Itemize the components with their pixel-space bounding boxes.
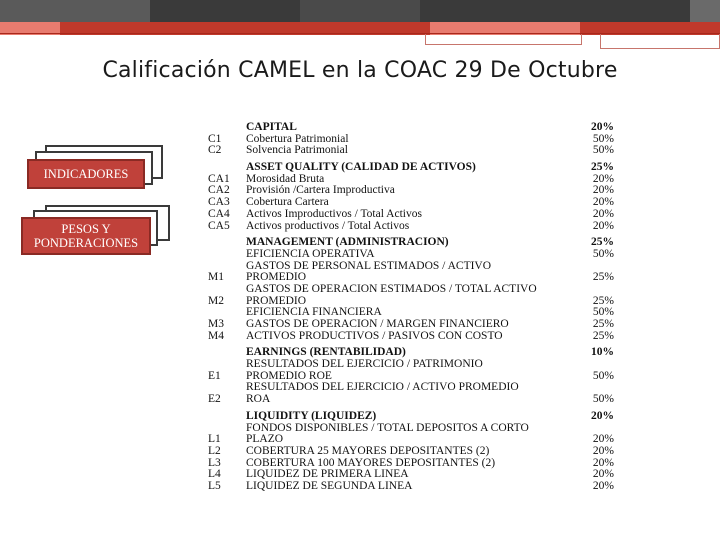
decorative-outline — [600, 34, 720, 49]
table-weight-cell: 20% — [591, 409, 614, 422]
table-code-cell: M2 — [208, 294, 224, 307]
table-weight-cell: 25% — [592, 329, 614, 342]
table-desc-cell: GASTOS DE PERSONAL ESTIMADOS / ACTIVO — [246, 259, 492, 272]
table-code-cell: CA2 — [208, 184, 230, 197]
table-code-cell: C1 — [208, 132, 222, 145]
table-code-cell: L5 — [208, 479, 221, 492]
table-desc-cell: LIQUIDEZ DE SEGUNDA LINEA — [246, 479, 413, 492]
table-desc-cell: PROMEDIO — [246, 271, 307, 284]
table-desc-cell: GASTOS DE OPERACION / MARGEN FINANCIERO — [246, 318, 509, 330]
indicadores-label: INDICADORES — [43, 167, 129, 181]
top-bar-segment — [690, 0, 720, 22]
table-weight-cell: 50% — [592, 144, 614, 157]
table-code-cell: E1 — [208, 369, 221, 382]
table-desc-cell: Solvencia Patrimonial — [246, 144, 348, 157]
table-desc-cell: RESULTADOS DEL EJERCICIO / PATRIMONIO — [246, 358, 483, 371]
table-desc-cell: Activos Improductivos / Total Activos — [246, 207, 422, 220]
indicadores-label-card — [27, 159, 145, 189]
table-row — [200, 331, 620, 343]
page-title: Calificación CAMEL en la COAC 29 De Octubre — [102, 58, 618, 83]
table-desc-cell: Activos productivos / Total Activos — [246, 219, 410, 232]
table-code-cell: M4 — [208, 329, 224, 342]
table-weight-cell: 20% — [592, 444, 614, 457]
table-desc-cell: CAPITAL — [246, 121, 297, 133]
table-weight-cell: 25% — [592, 271, 614, 284]
table-weight-cell: 20% — [592, 172, 614, 185]
table-desc-cell: PLAZO — [246, 433, 284, 446]
table-row — [200, 249, 620, 261]
table-weight-cell: 20% — [592, 468, 614, 481]
decorative-outline — [425, 34, 582, 45]
table-weight-cell: 20% — [592, 219, 614, 232]
table-desc-cell: PROMEDIO — [246, 294, 307, 307]
table-weight-cell: 20% — [592, 184, 614, 197]
table-code-cell: L1 — [208, 433, 221, 446]
table-desc-cell: ACTIVOS PRODUCTIVOS / PASIVOS CON COSTO — [246, 329, 503, 342]
pesos-label-line2: PONDERACIONES — [33, 236, 139, 250]
table-weight-cell: 25% — [591, 236, 614, 249]
table-row — [200, 319, 620, 331]
camel-table — [200, 122, 620, 493]
table-section-header — [200, 122, 620, 134]
table-code-cell: L2 — [208, 444, 221, 457]
table-weight-cell: 20% — [592, 479, 614, 492]
table-weight-cell: 20% — [592, 207, 614, 220]
table-row — [200, 209, 620, 221]
table-weight-cell: 20% — [591, 121, 614, 133]
table-desc-cell: EFICIENCIA FINANCIERA — [246, 306, 382, 319]
table-desc-cell: Cobertura Cartera — [246, 196, 329, 209]
table-row — [200, 284, 620, 296]
table-code-cell: CA3 — [208, 196, 230, 209]
table-weight-cell: 50% — [592, 306, 614, 319]
table-row — [200, 394, 620, 406]
table-desc-cell: Cobertura Patrimonial — [246, 132, 349, 145]
pesos-label-line1: PESOS Y — [61, 222, 111, 236]
table-row — [200, 446, 620, 458]
table-desc-cell: ROA — [246, 393, 271, 406]
table-weight-cell: 10% — [591, 346, 614, 359]
pesos-label-card — [21, 217, 151, 255]
table-row — [200, 145, 620, 157]
table-desc-cell: ASSET QUALITY (CALIDAD DE ACTIVOS) — [246, 161, 476, 174]
table-section-header — [200, 162, 620, 174]
table-desc-cell: Provisión /Cartera Improductiva — [246, 184, 395, 197]
table-desc-cell: MANAGEMENT (ADMINISTRACION) — [246, 236, 449, 249]
table-code-cell: C2 — [208, 144, 222, 157]
table-desc-cell: PROMEDIO ROE — [246, 369, 332, 382]
table-desc-cell: EARNINGS (RENTABILIDAD) — [246, 346, 406, 359]
top-dark-bar — [0, 0, 720, 22]
table-weight-cell: 50% — [592, 393, 614, 406]
table-weight-cell: 20% — [592, 456, 614, 469]
table-code-cell: CA5 — [208, 219, 230, 232]
table-desc-cell: GASTOS DE OPERACION ESTIMADOS / TOTAL ACTIVO — [246, 282, 537, 295]
table-desc-cell: EFICIENCIA OPERATIVA — [246, 247, 375, 260]
table-code-cell: M3 — [208, 318, 224, 330]
table-weight-cell: 50% — [592, 369, 614, 382]
table-code-cell: L4 — [208, 468, 221, 481]
table-desc-cell: COBERTURA 100 MAYORES DEPOSITANTES (2) — [246, 456, 496, 469]
pesos-ponderaciones-button[interactable] — [15, 205, 175, 260]
table-weight-cell: 25% — [591, 161, 614, 174]
table-code-cell: CA4 — [208, 207, 230, 220]
table-desc-cell: LIQUIDITY (LIQUIDEZ) — [246, 409, 377, 422]
table-desc-cell: Morosidad Bruta — [246, 172, 325, 185]
table-weight-cell: 20% — [592, 433, 614, 446]
table-weight-cell: 20% — [592, 196, 614, 209]
table-weight-cell: 50% — [592, 132, 614, 145]
table-weight-cell: 25% — [592, 318, 614, 330]
table-desc-cell: COBERTURA 25 MAYORES DEPOSITANTES (2) — [246, 444, 490, 457]
top-bar-segment — [0, 0, 150, 22]
table-row — [200, 481, 620, 493]
indicadores-button[interactable] — [25, 145, 175, 195]
table-weight-cell: 50% — [592, 247, 614, 260]
table-row — [200, 221, 620, 233]
table-code-cell: CA1 — [208, 172, 230, 185]
table-desc-cell: RESULTADOS DEL EJERCICIO / ACTIVO PROMEDIO — [246, 381, 519, 394]
table-section-header — [200, 411, 620, 423]
top-bar-segment — [300, 0, 420, 22]
table-row — [200, 359, 620, 371]
table-desc-cell: FONDOS DISPONIBLES / TOTAL DEPOSITOS A CORTO — [246, 421, 529, 434]
table-weight-cell: 25% — [592, 294, 614, 307]
table-code-cell: E2 — [208, 393, 221, 406]
table-code-cell: L3 — [208, 456, 221, 469]
table-code-cell: M1 — [208, 271, 224, 284]
table-desc-cell: LIQUIDEZ DE PRIMERA LINEA — [246, 468, 409, 481]
